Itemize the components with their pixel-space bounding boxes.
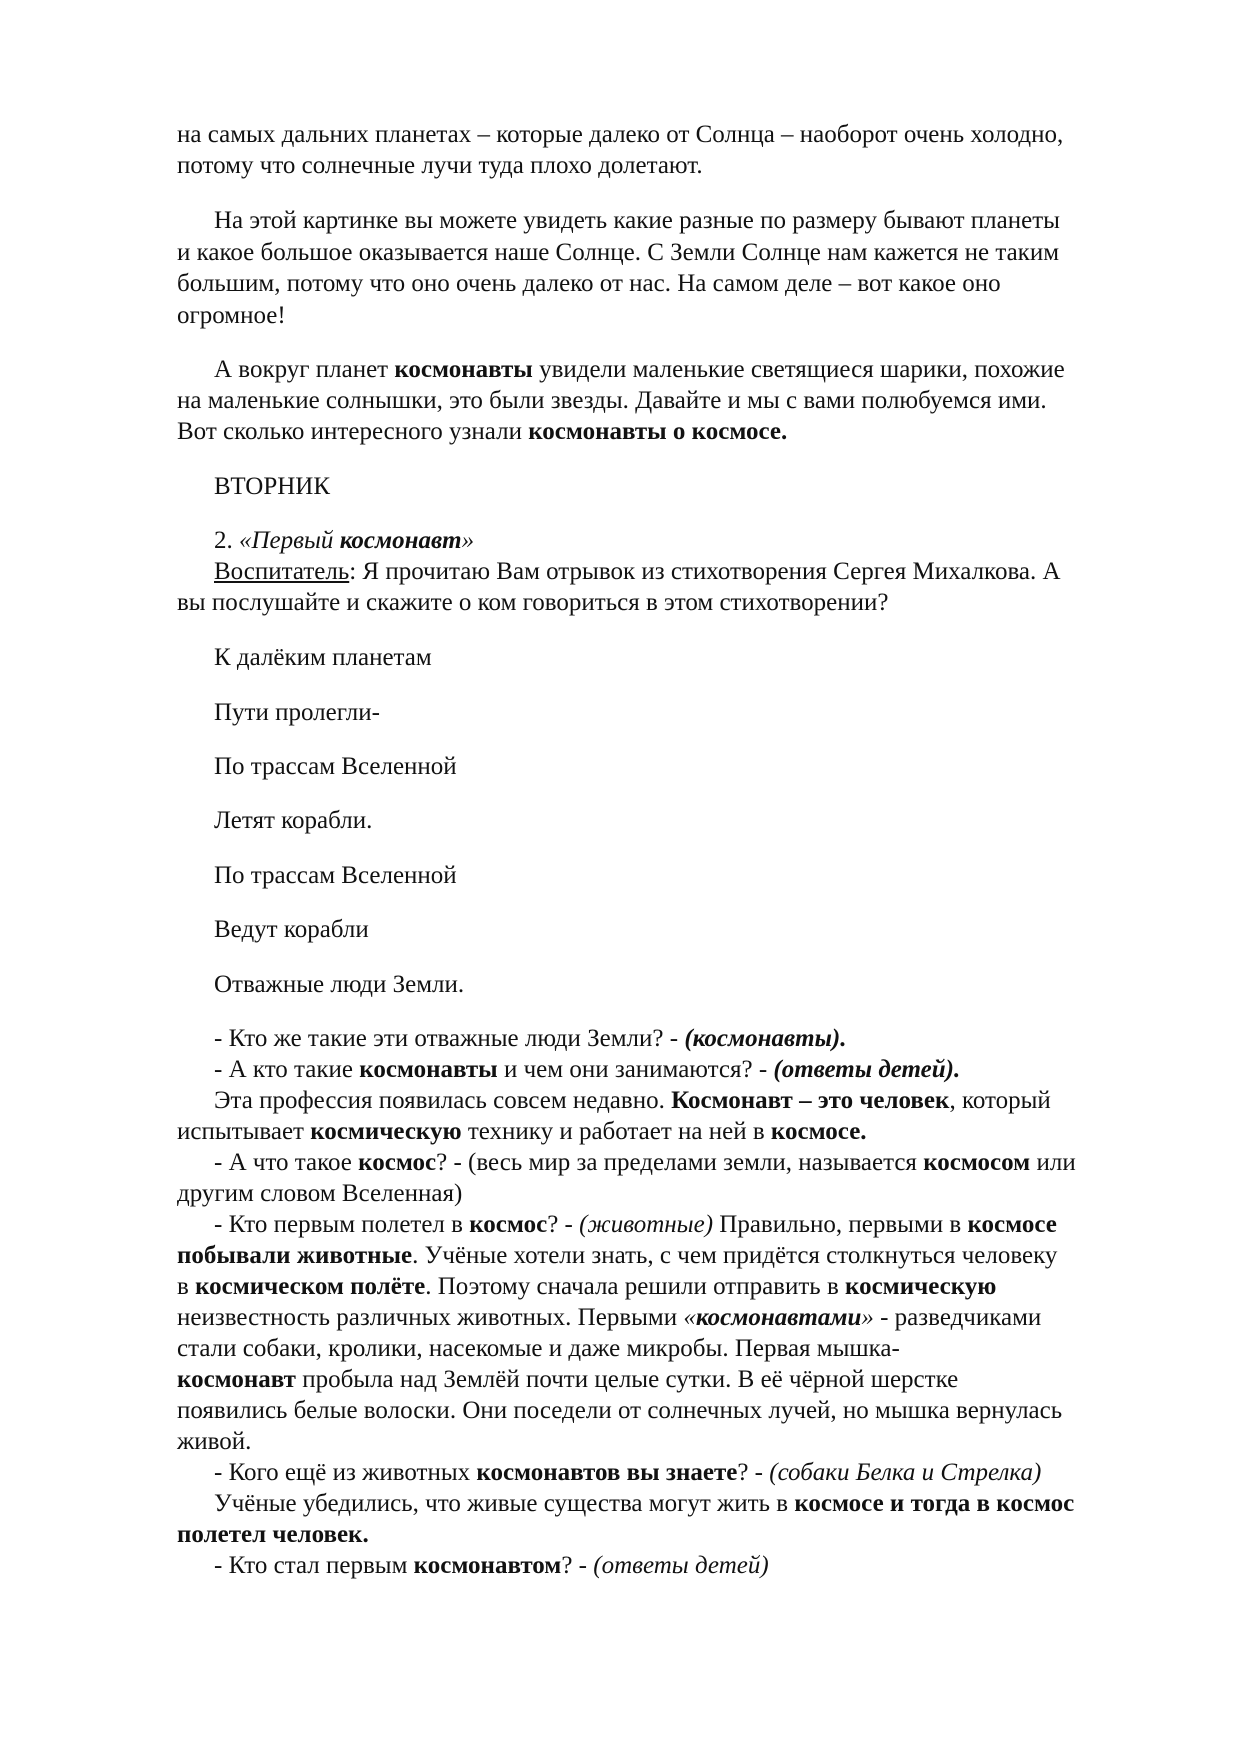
- text-run: 2.: [214, 527, 239, 554]
- text-run: Эта профессия появилась совсем недавно.: [214, 1087, 672, 1114]
- text-run: - Кто же такие эти отважные люди Земли? -: [214, 1025, 685, 1052]
- text-run: на маленькие солнышки, это были звезды. Давайте и мы с вами полюбуемся ими.: [177, 387, 1047, 414]
- text-run: ВТОРНИК: [214, 473, 331, 500]
- text-run: огромное!: [177, 302, 286, 329]
- text-run: А вокруг планет: [214, 356, 395, 383]
- text-line: [177, 1365, 958, 1395]
- text-run: и какое большое оказывается наше Солнце. С Земли Солнце нам кажется не таким: [177, 239, 1060, 266]
- poem-line: [214, 970, 464, 1000]
- text-run: (ответы детей).: [773, 1056, 961, 1083]
- text-run: космонавтов вы знаете: [476, 1459, 738, 1486]
- text-run: - Кого ещё из животных: [214, 1459, 477, 1486]
- text-line: [177, 1396, 1062, 1426]
- text-run: ? - (весь мир за пределами земли, называется: [436, 1149, 924, 1176]
- text-line: [177, 1272, 996, 1302]
- text-run: Ведут корабли: [214, 916, 369, 943]
- poem-line: [214, 752, 457, 782]
- text-run: на самых дальних планетах – которые далеко от Солнца – наоборот очень холодно,: [177, 121, 1064, 148]
- text-run: Летят корабли.: [214, 807, 373, 834]
- text-line: [214, 1210, 1057, 1240]
- text-run: космическом полёте: [195, 1273, 426, 1300]
- text-run: космонавт: [177, 1366, 296, 1393]
- text-line: [177, 1179, 462, 1209]
- text-run: Пути пролегли-: [214, 699, 380, 726]
- text-run: ? -: [561, 1552, 594, 1579]
- text-run: Вот сколько интересного узнали: [177, 418, 529, 445]
- text-run: космонавтом: [413, 1552, 562, 1579]
- text-line: [214, 557, 1061, 587]
- text-run: (собаки Белка и Стрелка): [769, 1459, 1042, 1486]
- text-line: [214, 1086, 1051, 1116]
- poem-line: [214, 698, 380, 728]
- text-line: [214, 1055, 960, 1085]
- text-run: стали собаки, кролики, насекомые и даже микробы. Первая мышка-: [177, 1335, 900, 1362]
- text-line: [214, 1148, 1076, 1178]
- text-line: [214, 1024, 847, 1054]
- text-run: неизвестность различных животных. Первыми: [177, 1304, 684, 1331]
- text-run: - разведчиками: [873, 1304, 1042, 1331]
- text-run: - Кто стал первым: [214, 1552, 414, 1579]
- poem-line: [214, 806, 372, 836]
- text-run: космосе.: [770, 1118, 867, 1145]
- text-run: космическую: [310, 1118, 462, 1145]
- text-line: [177, 1241, 1057, 1271]
- text-run: пробыла над Землёй почти целые сутки. В её чёрной шерстке: [295, 1366, 959, 1393]
- text-run: большим, потому что оно очень далеко от нас. На самом деле – вот какое оно: [177, 270, 1001, 297]
- text-run: космонавты: [359, 1056, 498, 1083]
- text-run: »: [461, 527, 475, 554]
- text-line: [214, 1458, 1041, 1488]
- text-run: или: [1030, 1149, 1076, 1176]
- text-line: [177, 417, 787, 447]
- text-run: . Поэтому сначала решили отправить в: [425, 1273, 845, 1300]
- text-run: испытывает: [177, 1118, 311, 1145]
- text-line: [214, 1551, 769, 1581]
- text-line: [177, 151, 703, 181]
- text-run: По трассам Вселенной: [214, 753, 457, 780]
- text-line: [177, 120, 1063, 150]
- text-run: «: [683, 1304, 696, 1331]
- text-line: [177, 269, 1001, 299]
- text-run: потому что солнечные лучи туда плохо долетают.: [177, 152, 703, 179]
- text-line: [177, 301, 286, 331]
- text-run: космонавт: [339, 527, 462, 554]
- text-run: живой.: [177, 1428, 252, 1455]
- text-run: космос: [469, 1211, 548, 1238]
- text-run: , который: [949, 1087, 1051, 1114]
- text-run: «Первый: [239, 527, 340, 554]
- text-run: Учёные убедились, что живые существа могут жить в: [214, 1490, 795, 1517]
- poem-line: [214, 861, 457, 891]
- text-run: На этой картинке вы можете увидеть какие разные по размеру бывают планеты: [214, 207, 1060, 234]
- text-run: - Кто первым полетел в: [214, 1211, 470, 1238]
- text-run: появились белые волоски. Они поседели от солнечных лучей, но мышка вернулась: [177, 1397, 1063, 1424]
- text-run: вы послушайте и скажите о ком говориться в этом стихотворении?: [177, 589, 889, 616]
- text-line: [177, 1303, 1041, 1333]
- text-run: . Учёные хотели знать, с чем придётся столкнуться человеку: [412, 1242, 1058, 1269]
- text-run: увидели маленькие светящиеся шарики, похожие: [532, 356, 1065, 383]
- text-run: (ответы детей): [593, 1552, 769, 1579]
- text-run: (космонавты).: [684, 1025, 847, 1052]
- text-line: [177, 588, 888, 618]
- text-run: побывали животные: [177, 1242, 413, 1269]
- text-run: ? -: [737, 1459, 770, 1486]
- text-run: ? -: [547, 1211, 580, 1238]
- text-run: Правильно, первыми в: [713, 1211, 968, 1238]
- text-run: : Я прочитаю Вам отрывок из стихотворения Сергея Михалкова. А: [349, 558, 1061, 585]
- text-run: космическую: [845, 1273, 997, 1300]
- text-run: другим словом Вселенная): [177, 1180, 463, 1207]
- text-run: - А что такое: [214, 1149, 359, 1176]
- text-run: космосе и тогда в космос: [794, 1490, 1075, 1517]
- section-title: [214, 526, 474, 556]
- text-line: [177, 386, 1047, 416]
- text-run: (животные): [579, 1211, 714, 1238]
- text-run: космосом: [923, 1149, 1031, 1176]
- text-run: космос: [358, 1149, 437, 1176]
- text-line: [177, 238, 1059, 268]
- text-line: [177, 1427, 251, 1457]
- text-line: [177, 1117, 867, 1147]
- text-line: [177, 1520, 369, 1550]
- text-run: »: [861, 1304, 874, 1331]
- section-heading: [214, 472, 330, 502]
- text-run: Воспитатель: [214, 558, 350, 585]
- text-run: космонавты о космосе.: [528, 418, 788, 445]
- poem-line: [214, 915, 369, 945]
- text-run: технику и работает на ней в: [461, 1118, 771, 1145]
- text-run: - А кто такие: [214, 1056, 360, 1083]
- text-run: полетел человек.: [177, 1521, 369, 1548]
- text-line: [214, 206, 1060, 236]
- text-run: космосе: [967, 1211, 1057, 1238]
- text-line: [177, 1334, 900, 1364]
- text-run: К далёким планетам: [214, 644, 432, 671]
- poem-line: [214, 643, 432, 673]
- text-run: По трассам Вселенной: [214, 862, 457, 889]
- text-run: в: [177, 1273, 196, 1300]
- text-run: Отважные люди Земли.: [214, 971, 465, 998]
- text-line: [214, 1489, 1074, 1519]
- text-run: и чем они занимаются? -: [497, 1056, 774, 1083]
- text-run: космонавты: [394, 356, 533, 383]
- text-run: Космонавт – это человек: [671, 1087, 950, 1114]
- text-line: [214, 355, 1065, 385]
- text-run: космонавтами: [695, 1304, 862, 1331]
